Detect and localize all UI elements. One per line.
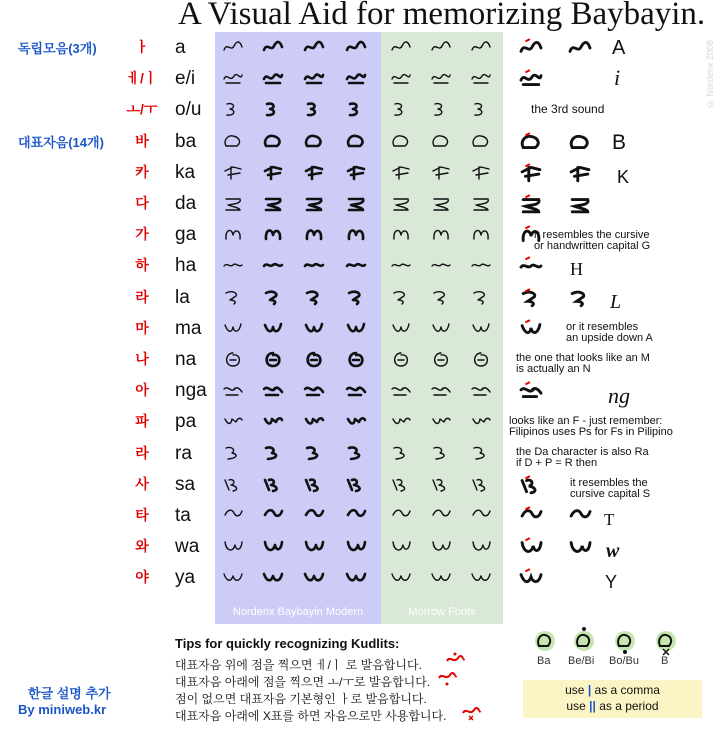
baybayin-glyph-icon	[262, 163, 284, 181]
credit-site: By miniweb.kr	[18, 702, 107, 717]
baybayin-glyph-icon	[262, 381, 284, 399]
tip-line-1: 대표자음 위에 점을 찍으면 ㅔ/ㅣ 로 발음합니다.	[175, 658, 422, 672]
latin-syllable: e/i	[175, 68, 196, 90]
baybayin-glyph-icon	[470, 194, 492, 212]
mnemonic-sa-1: it resembles the	[570, 477, 648, 489]
baybayin-glyph-icon	[390, 69, 412, 87]
mnemonic-a-letter: A	[612, 37, 626, 59]
baybayin-glyph-icon	[222, 38, 244, 56]
baybayin-glyph-icon	[222, 568, 244, 586]
baybayin-glyph-icon	[390, 506, 412, 524]
latin-syllable: ka	[175, 161, 196, 183]
baybayin-glyph-icon	[430, 288, 452, 306]
baybayin-glyph-icon	[222, 132, 244, 150]
korean-sound: 라	[135, 444, 149, 461]
baybayin-glyph-icon	[303, 381, 325, 399]
virama-example-icon	[460, 707, 482, 721]
latin-syllable: na	[175, 349, 197, 370]
baybayin-glyph-icon	[430, 256, 452, 274]
baybayin-glyph-icon	[345, 38, 367, 56]
latin-syllable: nga	[175, 380, 207, 402]
mnemonic-glyph-icon	[517, 475, 545, 493]
baybayin-glyph-icon	[390, 568, 412, 586]
baybayin-glyph-icon	[345, 350, 367, 368]
baybayin-glyph-icon	[345, 444, 367, 462]
baybayin-glyph-icon	[390, 163, 412, 181]
baybayin-glyph-icon	[430, 381, 452, 399]
credit-korean: 한글 설명 추가	[28, 686, 111, 701]
baybayin-glyph-icon	[222, 412, 244, 430]
baybayin-glyph-icon	[390, 256, 412, 274]
latin-syllable: ha	[175, 255, 197, 277]
mnemonic-pa-2: Filipinos uses Ps for Fs in Pilipino	[509, 426, 673, 438]
baybayin-glyph-icon	[345, 537, 367, 555]
korean-sound: 카	[135, 163, 149, 180]
kudlit-label: Be/Bi	[568, 655, 595, 667]
baybayin-glyph-icon	[470, 100, 492, 118]
mnemonic-o: the 3rd sound	[531, 102, 605, 116]
latin-syllable: ga	[175, 224, 197, 246]
mnemonic-ra-2: if D + P = R then	[516, 457, 598, 469]
latin-syllable: ba	[175, 130, 197, 152]
latin-syllable: la	[175, 286, 190, 308]
baybayin-glyph-icon	[262, 506, 284, 524]
baybayin-glyph-icon	[470, 38, 492, 56]
punctuation-period-line: use || as a period	[566, 699, 659, 713]
baybayin-glyph-icon	[222, 100, 244, 118]
latin-syllable: ya	[175, 567, 196, 589]
baybayin-glyph-icon	[345, 256, 367, 274]
table-row	[0, 188, 719, 219]
baybayin-glyph-icon	[470, 350, 492, 368]
baybayin-glyph-icon	[345, 412, 367, 430]
baybayin-glyph-icon	[303, 412, 325, 430]
kudlit-top-example-icon	[444, 652, 466, 666]
baybayin-glyph-icon	[303, 537, 325, 555]
mnemonic-glyph-icon	[517, 506, 545, 524]
mnemonic-glyph-icon	[517, 568, 545, 586]
baybayin-glyph-icon	[303, 69, 325, 87]
baybayin-glyph-icon	[303, 194, 325, 212]
mnemonic-ha-letter: H	[570, 259, 583, 279]
mnemonic-pa-1: looks like an F - just remember:	[509, 415, 663, 427]
korean-sound: 나	[135, 351, 149, 367]
baybayin-glyph-icon	[430, 100, 452, 118]
baybayin-glyph-icon	[470, 256, 492, 274]
baybayin-glyph-icon	[390, 225, 412, 243]
baybayin-glyph-icon	[390, 537, 412, 555]
korean-sound: 가	[135, 226, 149, 243]
latin-syllable: wa	[175, 536, 200, 558]
baybayin-glyph-icon	[262, 537, 284, 555]
baybayin-glyph-icon	[470, 225, 492, 243]
korean-sound: 야	[135, 569, 149, 586]
mnemonic-glyph-icon	[517, 537, 545, 555]
baybayin-glyph-icon	[390, 100, 412, 118]
korean-sound: 사	[135, 475, 149, 492]
baybayin-glyph-icon	[262, 350, 284, 368]
latin-syllable: a	[175, 37, 186, 58]
tip-line-2: 대표자음 아래에 점을 찍으면 ㅗ/ㅜ로 발음합니다.	[175, 675, 431, 689]
korean-sound: 라	[135, 288, 149, 305]
latin-syllable: ta	[175, 505, 191, 526]
mnemonic-glyph-icon	[517, 256, 545, 274]
table-row	[0, 157, 719, 188]
mnemonic-glyph-icon	[517, 381, 545, 399]
baybayin-glyph-icon	[222, 381, 244, 399]
morrow-font-caption: Morrow Fonts	[408, 606, 476, 618]
baybayin-glyph-icon	[430, 69, 452, 87]
baybayin-glyph-icon	[430, 225, 452, 243]
mnemonic-glyph-icon	[517, 69, 545, 87]
korean-sound: 타	[135, 507, 149, 523]
baybayin-glyph-icon	[390, 444, 412, 462]
baybayin-glyph-icon	[262, 225, 284, 243]
mnemonic-wa-letter: w	[606, 540, 620, 562]
tip-line-3: 점이 없으면 대표자음 기본형인 ㅏ로 발음합니다.	[175, 692, 427, 706]
baybayin-glyph-icon	[345, 225, 367, 243]
korean-sound: 마	[135, 319, 149, 336]
baybayin-glyph-icon	[222, 506, 244, 524]
baybayin-glyph-icon	[345, 69, 367, 87]
mnemonic-ka-letter: K	[617, 167, 630, 187]
baybayin-glyph-icon	[470, 475, 492, 493]
baybayin-glyph-icon	[303, 319, 325, 337]
baybayin-glyph-icon	[262, 288, 284, 306]
latin-syllable: o/u	[175, 99, 202, 121]
baybayin-glyph-icon	[390, 381, 412, 399]
mnemonic-glyph-icon	[517, 225, 545, 243]
mnemonic-la-letter: L	[610, 291, 622, 313]
baybayin-glyph-icon	[470, 381, 492, 399]
tips-title: Tips for quickly recognizing Kudlits:	[175, 636, 400, 651]
baybayin-glyph-icon	[303, 444, 325, 462]
baybayin-glyph-icon	[222, 319, 244, 337]
mnemonic-na-2: is actually an N	[516, 363, 591, 375]
baybayin-glyph-icon	[390, 288, 412, 306]
page-title: A Visual Aid for memorizing Baybayin.	[178, 0, 706, 32]
baybayin-glyph-icon	[430, 412, 452, 430]
baybayin-glyph-icon	[303, 256, 325, 274]
baybayin-glyph-icon	[430, 38, 452, 56]
baybayin-glyph-icon	[262, 568, 284, 586]
korean-sound: 하	[135, 257, 149, 274]
baybayin-glyph-icon	[430, 568, 452, 586]
baybayin-glyph-icon	[345, 100, 367, 118]
mnemonic-glyph-icon	[517, 319, 545, 337]
punctuation-comma-line: use | as a comma	[565, 683, 660, 697]
mnemonic-glyph-icon	[566, 288, 594, 306]
latin-syllable: sa	[175, 473, 196, 495]
baybayin-glyph-icon	[430, 444, 452, 462]
baybayin-glyph-icon	[470, 132, 492, 150]
baybayin-glyph-icon	[222, 225, 244, 243]
baybayin-glyph-icon	[262, 475, 284, 493]
baybayin-glyph-icon	[470, 412, 492, 430]
mnemonic-ra-1: the Da character is also Ra	[516, 446, 649, 458]
mnemonic-ma-1: or it resembles	[566, 321, 639, 333]
mnemonic-glyph-icon	[517, 163, 545, 181]
mnemonic-e-letter: i	[614, 65, 621, 90]
table-row	[0, 250, 719, 281]
mnemonic-glyph-icon	[566, 506, 594, 524]
baybayin-glyph-icon	[303, 100, 325, 118]
kudlit-label: B	[661, 655, 669, 667]
mnemonic-ya-letter: Y	[605, 572, 618, 592]
latin-syllable: pa	[175, 411, 197, 433]
baybayin-glyph-icon	[390, 132, 412, 150]
baybayin-glyph-icon	[262, 444, 284, 462]
mnemonic-glyph-icon	[566, 132, 594, 150]
baybayin-glyph-icon	[430, 194, 452, 212]
baybayin-glyph-icon	[262, 256, 284, 274]
baybayin-glyph-icon	[430, 506, 452, 524]
korean-sound: 와	[135, 538, 149, 555]
baybayin-glyph-icon	[262, 38, 284, 56]
baybayin-glyph-icon	[345, 381, 367, 399]
mnemonic-glyph-icon	[566, 194, 594, 212]
baybayin-glyph-icon	[390, 194, 412, 212]
baybayin-glyph-icon	[262, 194, 284, 212]
latin-syllable: da	[175, 193, 197, 214]
korean-sound: 바	[135, 132, 149, 149]
baybayin-glyph-icon	[430, 319, 452, 337]
baybayin-glyph-icon	[303, 288, 325, 306]
punctuation-legend	[523, 680, 702, 718]
korean-sound: ㅏ	[135, 39, 149, 55]
baybayin-glyph-icon	[222, 69, 244, 87]
baybayin-glyph-icon	[390, 475, 412, 493]
baybayin-glyph-icon	[345, 506, 367, 524]
mnemonic-ma-2: an upside down A	[566, 332, 653, 344]
baybayin-glyph-icon	[222, 288, 244, 306]
mnemonic-glyph-icon	[517, 38, 545, 56]
baybayin-glyph-icon	[222, 256, 244, 274]
baybayin-glyph-icon	[222, 444, 244, 462]
baybayin-glyph-icon	[303, 568, 325, 586]
mnemonic-glyph-icon	[517, 288, 545, 306]
baybayin-glyph-icon	[345, 568, 367, 586]
mnemonic-ga-2: or handwritten capital G	[534, 240, 651, 252]
modern-font-caption: Nordenx Baybayin Modern	[232, 606, 364, 618]
baybayin-glyph-icon	[430, 350, 452, 368]
tip-line-4: 대표자음 아래에 X표를 하면 자음으로만 사용합니다.	[175, 709, 447, 723]
baybayin-glyph-icon	[222, 194, 244, 212]
baybayin-glyph-icon	[470, 163, 492, 181]
table-row	[0, 94, 719, 125]
table-row	[0, 63, 719, 94]
mnemonic-glyph-icon	[566, 38, 594, 56]
baybayin-glyph-icon	[262, 69, 284, 87]
baybayin-glyph-icon	[345, 132, 367, 150]
korean-sound: ㅔ/ㅣ	[126, 70, 158, 87]
baybayin-glyph-icon	[262, 319, 284, 337]
mnemonic-glyph-icon	[566, 163, 594, 181]
baybayin-glyph-icon	[390, 350, 412, 368]
baybayin-glyph-icon	[345, 319, 367, 337]
baybayin-glyph-icon	[262, 412, 284, 430]
baybayin-glyph-icon	[303, 350, 325, 368]
baybayin-glyph-icon	[262, 100, 284, 118]
vowels-section-label: 독립모음(3개)	[18, 41, 97, 56]
baybayin-glyph-icon	[470, 288, 492, 306]
consonants-section-label: 대표자음(14개)	[18, 135, 104, 150]
copyright-watermark: © Nordenx 2008	[705, 40, 715, 110]
baybayin-glyph-icon	[430, 475, 452, 493]
baybayin-glyph-icon	[470, 537, 492, 555]
latin-syllable: ma	[175, 317, 202, 339]
mnemonic-glyph-icon	[517, 194, 545, 212]
kudlit-bottom-example-icon	[436, 672, 458, 686]
baybayin-glyph-icon	[345, 194, 367, 212]
mnemonic-nga-letters: ng	[608, 383, 630, 408]
baybayin-glyph-icon	[390, 412, 412, 430]
kudlit-label: Bo/Bu	[609, 655, 639, 667]
korean-sound: 아	[135, 382, 149, 399]
mnemonic-ga-1: it resembles the cursive	[534, 229, 650, 241]
baybayin-glyph-icon	[303, 225, 325, 243]
baybayin-glyph-icon	[303, 475, 325, 493]
mnemonic-na-1: the one that looks like an M	[516, 352, 650, 364]
baybayin-glyph-icon	[222, 475, 244, 493]
baybayin-glyph-icon	[470, 319, 492, 337]
mnemonic-sa-2: cursive capital S	[570, 488, 651, 500]
baybayin-glyph-icon	[222, 163, 244, 181]
baybayin-glyph-icon	[345, 475, 367, 493]
baybayin-glyph-icon	[345, 163, 367, 181]
baybayin-glyph-icon	[430, 132, 452, 150]
baybayin-glyph-icon	[390, 38, 412, 56]
mnemonic-ba-letter: B	[612, 131, 627, 154]
baybayin-glyph-icon	[303, 506, 325, 524]
kudlit-label: Ba	[537, 655, 551, 667]
baybayin-glyph-icon	[222, 537, 244, 555]
korean-sound: 다	[135, 195, 149, 211]
baybayin-glyph-icon	[390, 319, 412, 337]
baybayin-glyph-icon	[303, 163, 325, 181]
mnemonic-glyph-icon	[566, 537, 594, 555]
mnemonic-ta-letter: T	[604, 510, 615, 529]
baybayin-glyph-icon	[430, 163, 452, 181]
baybayin-glyph-icon	[303, 38, 325, 56]
baybayin-glyph-icon	[470, 568, 492, 586]
baybayin-glyph-icon	[345, 288, 367, 306]
korean-sound: 파	[135, 413, 149, 430]
baybayin-glyph-icon	[430, 537, 452, 555]
baybayin-glyph-icon	[222, 350, 244, 368]
baybayin-glyph-icon	[470, 69, 492, 87]
latin-syllable: ra	[175, 442, 192, 464]
baybayin-glyph-icon	[470, 506, 492, 524]
baybayin-glyph-icon	[303, 132, 325, 150]
baybayin-glyph-icon	[470, 444, 492, 462]
mnemonic-glyph-icon	[517, 132, 545, 150]
korean-sound: ㅗ/ㅜ	[126, 101, 158, 118]
baybayin-glyph-icon	[262, 132, 284, 150]
